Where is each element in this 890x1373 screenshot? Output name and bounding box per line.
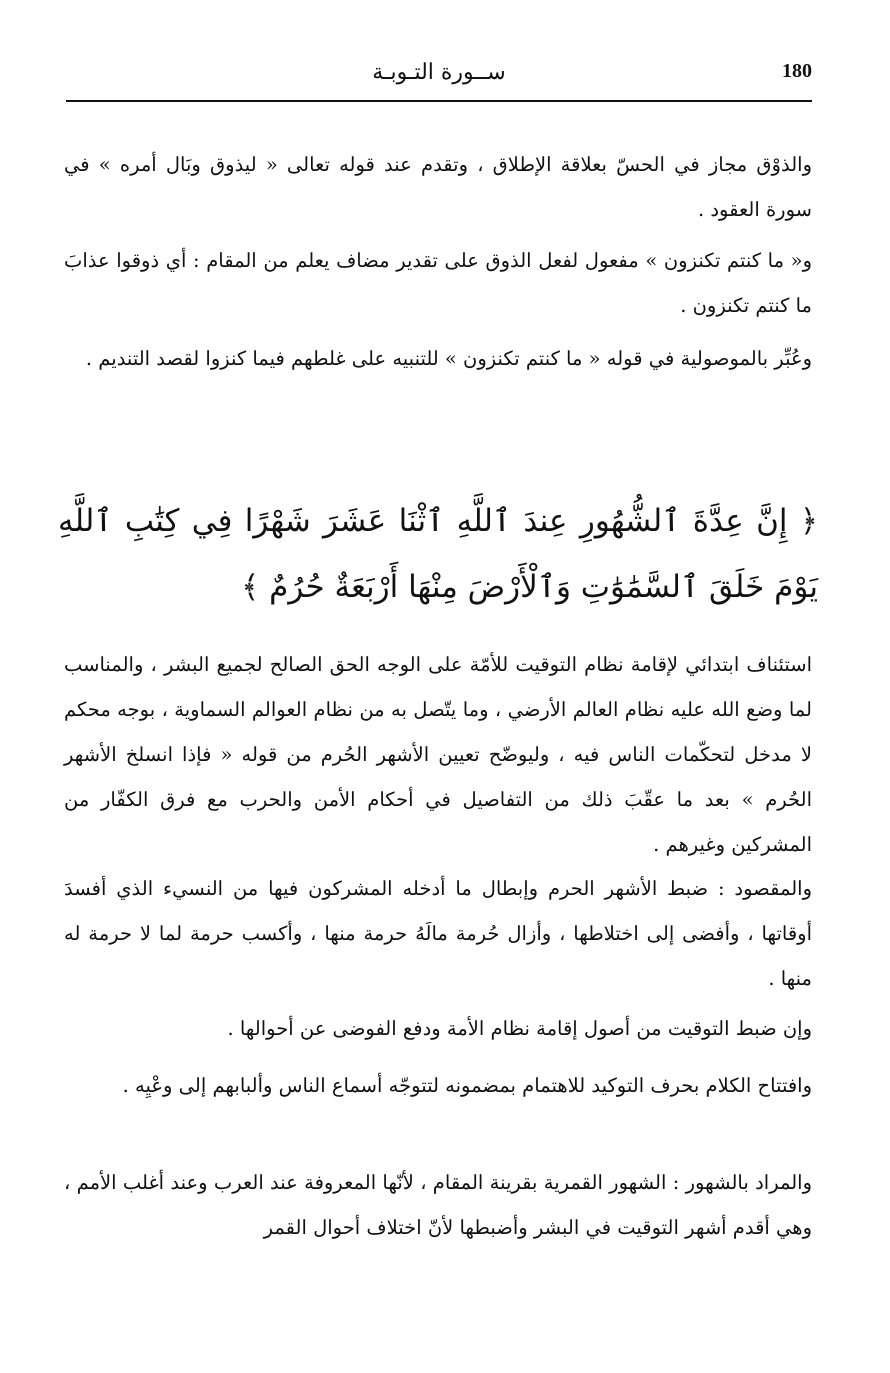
paragraph: استئناف ابتدائي لإقامة نظام التوقيت للأمّة على الوجه الحق الصالح لجميع البشر ، والمناسب لما وضع الله عليه نظام العالم الأرضي ، وما يتّصل به من نظام العوالم السماوية ، بوجه محكم لا مدخل لتحكّمات الناس فيه ، وليوضّح تعيين الأشهر الحُرم من قوله « فإذا انسلخ الأشهر الحُرم » بعد ما عقّبَ ذلك من التفاصيل في أحكام الأمن والحرب مع فرق الكفّار من المشركين وغيرهم . bbox=[64, 653, 812, 856]
page-header bbox=[66, 58, 812, 102]
paragraph: و« ما كنتم تكنزون » مفعول لفعل الذوق على تقدير مضاف يعلم من المقام : أي ذوقوا عذابَ ما كنتم تكنزون . bbox=[64, 249, 812, 317]
surah-title: ســورة التـوبـة bbox=[372, 60, 506, 85]
quran-verse: ﴿ إِنَّ عِدَّةَ ٱلشُّهُورِ عِندَ ٱللَّهِ ٱثْنَا عَشَرَ شَهْرًا فِي كِتَٰبِ ٱللَّهِ يَوْمَ خَلَقَ ٱلسَّمَٰوَٰتِ وَٱلْأَرْضَ مِنْهَا أَرْبَعَةٌ حُرُمٌ ﴾ bbox=[58, 503, 818, 605]
paragraph: والمراد بالشهور : الشهور القمرية بقرينة المقام ، لأنّها المعروفة عند العرب وعند أغلب الأمم ، وهي أقدم أشهر التوقيت في البشر وأضبطها لأنّ اختلاف أحوال القمر bbox=[64, 1171, 812, 1239]
paragraph: وعُبِّر بالموصولية في قوله « ما كنتم تكنزون » للتنبيه على غلطهم فيما كنزوا لقصد التنديم . bbox=[85, 347, 812, 370]
paragraph: وإن ضبط التوقيت من أصول إقامة نظام الأمة ودفع الفوضى عن أحوالها . bbox=[227, 1017, 812, 1040]
paragraph: والذوْق مجاز في الحسّ بعلاقة الإطلاق ، وتقدم عند قوله تعالى « ليذوق وبَال أمره » في سورة العقود . bbox=[64, 153, 812, 221]
paragraph: وافتتاح الكلام بحرف التوكيد للاهتمام بمضمونه لتتوجّه أسماع الناس وألبابهم إلى وعْيِه . bbox=[122, 1074, 812, 1097]
page-number: 180 bbox=[782, 60, 812, 82]
paragraph: والمقصود : ضبط الأشهر الحرم وإبطال ما أدخله المشركون فيها من النسيء الذي أفسدَ أوقاتها ، وأفضى إلى اختلاطها ، وأزال حُرمة مالَهُ حرمة منها ، وأكسب حرمة لما لا حرمة له منها . bbox=[64, 877, 812, 990]
